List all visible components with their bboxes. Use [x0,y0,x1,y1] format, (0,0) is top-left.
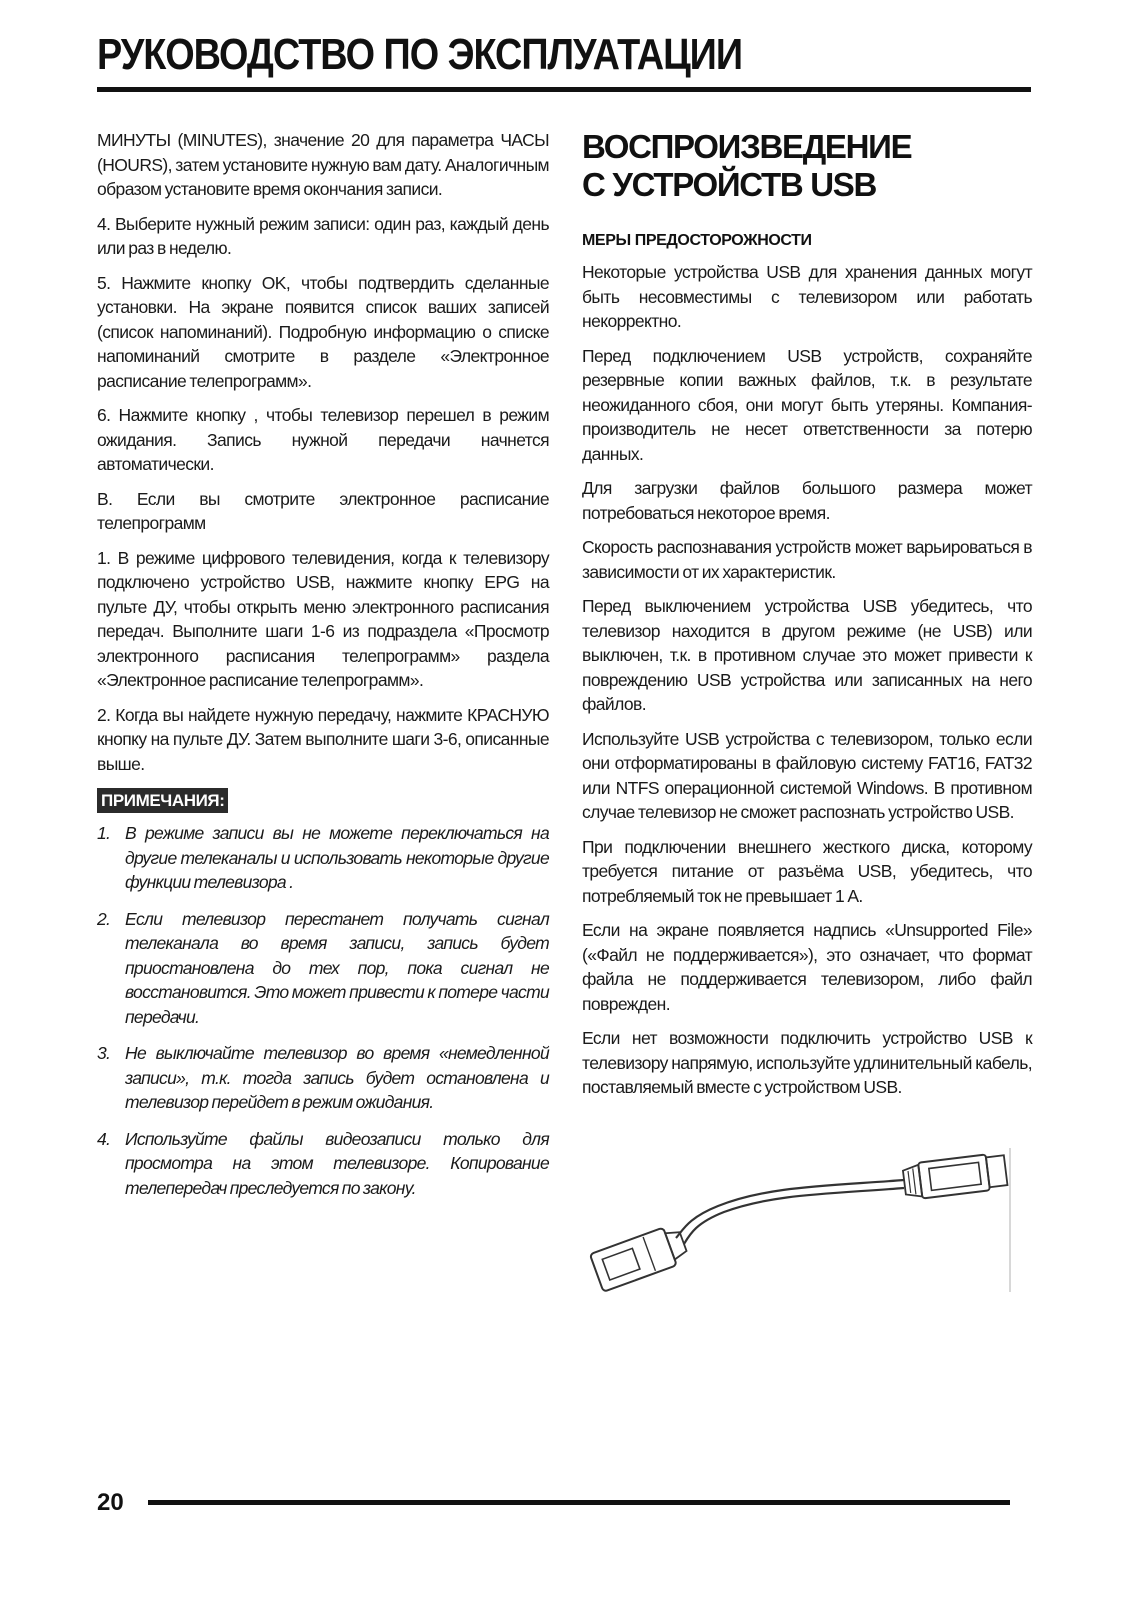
section-title-line: С УСТРОЙСТВ USB [582,166,877,203]
paragraph: Если на экране появляется надпись «Unsupported File» («Файл не поддерживается»), это означает, что формат файла не поддерживается телевизором, либо файл поврежден. [582,920,1032,1014]
paragraph: Для загрузки файлов большого размера может потребоваться некоторое время. [582,478,1032,523]
usb-extension-cable-icon [578,1146,1018,1294]
note-item [97,821,549,895]
note-item [97,907,549,1030]
paragraph: Используйте USB устройства с телевизором, только если они отформатированы в файловую систему FAT16, FAT32 или NTFS операционной системой Windows. В противном случае телевизор не сможет распознать устройство USB. [582,728,1032,822]
left-column [97,128,549,1212]
note-text: Не выключайте телевизор во время «немедленной записи», т.к. тогда запись будет остановлена и телевизор перейдет в режим ожидания. [125,1043,549,1112]
paragraph: 2. Когда вы найдете нужную передачу, нажмите КРАСНУЮ кнопку на пульте ДУ. Затем выполните шаги 3-6, описанные выше. [97,704,549,774]
page-number: 20 [97,1489,124,1516]
note-text: В режиме записи вы не можете переключаться на другие телеканалы и использовать некоторые другие функции телевизора . [125,823,549,892]
page-title: РУКОВОДСТВО ПО ЭКСПЛУАТАЦИИ [97,30,743,79]
note-item [97,1041,549,1115]
note-number: 4. [97,1128,111,1149]
paragraph: 5. Нажмите кнопку OK, чтобы подтвердить сделанные установки. На экране появится список ваших записей (список напоминаний). Подробную информацию о списке напоминаний смотрите в разделе «Электронное расписание телепрограмм». [97,272,549,391]
note-text: Используйте файлы видеозаписи только для просмотра на этом телевизоре. Копирование телепередач преследуется по закону. [125,1128,549,1198]
paragraph: 4. Выберите нужный режим записи: один раз, каждый день или раз в неделю. [97,213,549,258]
notes-list [97,821,549,1200]
header-rule [97,87,1031,92]
note-number: 2. [97,908,111,929]
paragraph: Некоторые устройства USB для хранения данных могут быть несовместимы с телевизором или работать некорректно. [582,262,1032,331]
subheading: МЕРЫ ПРЕДОСТОРОЖНОСТИ [582,232,812,249]
paragraph: МИНУТЫ (MINUTES), значение 20 для параметра ЧАСЫ (HOURS), затем установите нужную вам дату. Аналогичным образом установите время окончания записи. [97,130,549,199]
right-column [582,128,1032,1110]
footer-rule [148,1500,1010,1505]
note-item [97,1127,549,1201]
notes-label: ПРИМЕЧАНИЯ: [97,788,228,813]
note-text: Если телевизор перестанет получать сигнал телеканала во время записи, запись будет приостановлена до тех пор, пока сигнал не восстановится. Это может привести к потере части передачи. [125,908,549,1027]
paragraph: При подключении внешнего жесткого диска, которому требуется питание от разъёма USB, убедитесь, что потребляемый ток не превышает 1 А. [582,836,1032,906]
paragraph: Если нет возможности подключить устройство USB к телевизору напрямую, используйте удлинительный кабель, поставляемый вместе с устройством USB. [582,1028,1032,1097]
section-title-line: ВОСПРОИЗВЕДЕНИЕ [582,128,912,165]
paragraph: 1. В режиме цифрового телевидения, когда к телевизору подключено устройство USB, нажмите кнопку EPG на пульте ДУ, чтобы открыть меню электронного расписания передач. Выполните шаги 1-6 из подраздела «Просмотр электронного расписания телепрограмм» раздела «Электронное расписание телепрограмм». [97,547,549,690]
paragraph: Скорость распознавания устройств может варьироваться в зависимости от их характеристик. [582,537,1032,582]
paragraph: B. Если вы смотрите электронное расписание телепрограмм [97,488,549,533]
section-title [582,128,1032,204]
paragraph: Перед выключением устройства USB убедитесь, что телевизор находится в другом режиме (не USB) или выключен, т.к. в противном случае это может привести к повреждению USB устройства или записанных на него файлов. [582,596,1032,714]
note-number: 3. [97,1043,111,1063]
paragraph: 6. Нажмите кнопку , чтобы телевизор перешел в режим ожидания. Запись нужной передачи начнется автоматически. [97,405,549,474]
paragraph: Перед подключением USB устройств, сохраняйте резервные копии важных файлов, т.к. в результате неожиданного сбоя, они могут быть утеряны. Компания-производитель не несет ответственности за потерю данных. [582,345,1032,464]
note-number: 1. [97,823,111,843]
